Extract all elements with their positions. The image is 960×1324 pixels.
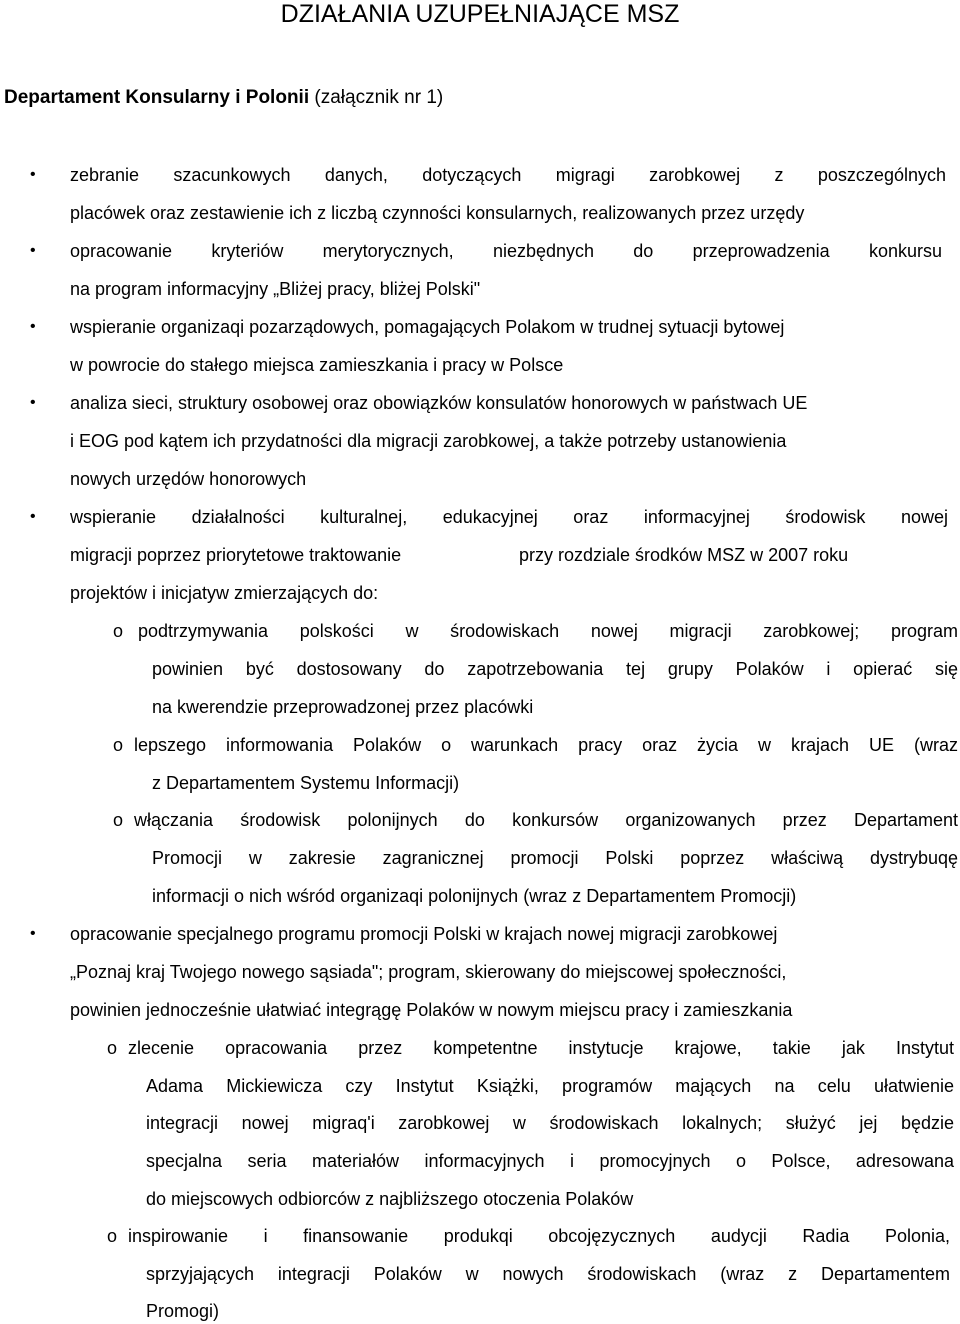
text-line: powinien być dostosowany do zapotrzebowania tej grupy Polaków i opierać się [152,659,958,679]
text-line: Adama Mickiewicza czy Instytut Książki, programów mających na celu ułatwienie [146,1076,954,1096]
bullet-marker: • [30,166,36,183]
bullet-marker: • [30,925,36,942]
sub-marker: o [107,1226,118,1246]
text-line: Promocji w zakresie zagranicznej promocji Polski poprzez właściwą dystrybuqę [152,848,958,868]
text-line: i EOG pod kątem ich przydatności dla migracji zarobkowej, a także potrzeby ustanowienia [70,431,787,451]
text-line: w powrocie do stałego miejsca zamieszkania i pracy w Polsce [70,355,564,375]
text-line: włączania środowisk polonijnych do konkursów organizowanych przez Departament [134,810,958,830]
text-line: z Departamentem Systemu Informacji) [152,773,460,793]
text-line: zlecenie opracowania przez kompetentne instytucje krajowe, takie jak Instytut [128,1038,954,1058]
text-line: wspieranie organizaqi pozarządowych, pomagających Polakom w trudnej sytuacji bytowej [70,317,785,337]
text-line: nowych urzędów honorowych [70,469,307,489]
text-line: inspirowanie i finansowanie produkqi obcojęzycznych audycji Radia Polonia, [128,1226,950,1246]
text-line: „Poznaj kraj Twojego nowego sąsiada"; program, skierowany do miejscowej społeczności, [70,962,787,982]
department-name: Departament Konsularny i Polonii [4,87,310,108]
document-title: DZIAŁANIA UZUPEŁNIAJĄCE MSZ [280,0,680,28]
text-line: wspieranie działalności kulturalnej, edukacyjnej oraz informacyjnej środowisk nowej [70,507,948,527]
bullet-marker: • [30,394,36,411]
department-heading [4,84,443,112]
sub-marker: o [113,735,124,755]
text-line: zebranie szacunkowych danych, dotyczących migragi zarobkowej z poszczególnych [70,165,946,185]
text-line: do miejscowych odbiorców z najbliższego otoczenia Polaków [146,1189,634,1209]
text-line: opracowanie kryteriów merytorycznych, niezbędnych do przeprowadzenia konkursu [70,241,942,261]
sub-marker: o [113,810,124,830]
text-line: na program informacyjny „Bliżej pracy, bliżej Polski" [70,279,481,299]
text-line: informacji o nich wśród organizaqi polonijnych (wraz z Departamentem Promocji) [152,886,797,906]
bullet-marker: • [30,318,36,335]
text-line: migracji poprzez priorytetowe traktowanie [70,545,402,565]
text-line: analiza sieci, struktury osobowej oraz obowiązków konsulatów honorowych w państwach UE [70,393,808,413]
sub-marker: o [107,1038,118,1058]
text-line: projektów i inicjatyw zmierzających do: [70,583,379,603]
text-line: podtrzymywania polskości w środowiskach nowej migracji zarobkowej; program [138,621,958,641]
text-line: przy rozdziale środków MSZ w 2007 roku [519,545,849,565]
bullet-marker: • [30,242,36,259]
text-line: lepszego informowania Polaków o warunkach pracy oraz życia w krajach UE (wraz [134,735,958,755]
text-line: na kwerendzie przeprowadzonej przez placówki [152,697,534,717]
text-line: sprzyjających integracji Polaków w nowych środowiskach (wraz z Departamentem [146,1264,950,1284]
text-line: opracowanie specjalnego programu promocji Polski w krajach nowej migracji zarobkowej [70,924,778,944]
text-line: placówek oraz zestawienie ich z liczbą czynności konsularnych, realizowanych przez urzędy [70,203,805,223]
text-line: powinien jednocześnie ułatwiać integrągę Polaków w nowym miejscu pracy i zamieszkania [70,1000,793,1020]
sub-marker: o [113,621,124,641]
text-line: integracji nowej migraq'i zarobkowej w środowiskach lokalnych; służyć jej będzie [146,1113,954,1133]
text-line: Promogi) [146,1301,220,1321]
text-line: specjalna seria materiałów informacyjnych i promocyjnych o Polsce, adresowana [146,1151,954,1171]
bullet-marker: • [30,508,36,525]
department-suffix: (załącznik nr 1) [314,87,444,108]
